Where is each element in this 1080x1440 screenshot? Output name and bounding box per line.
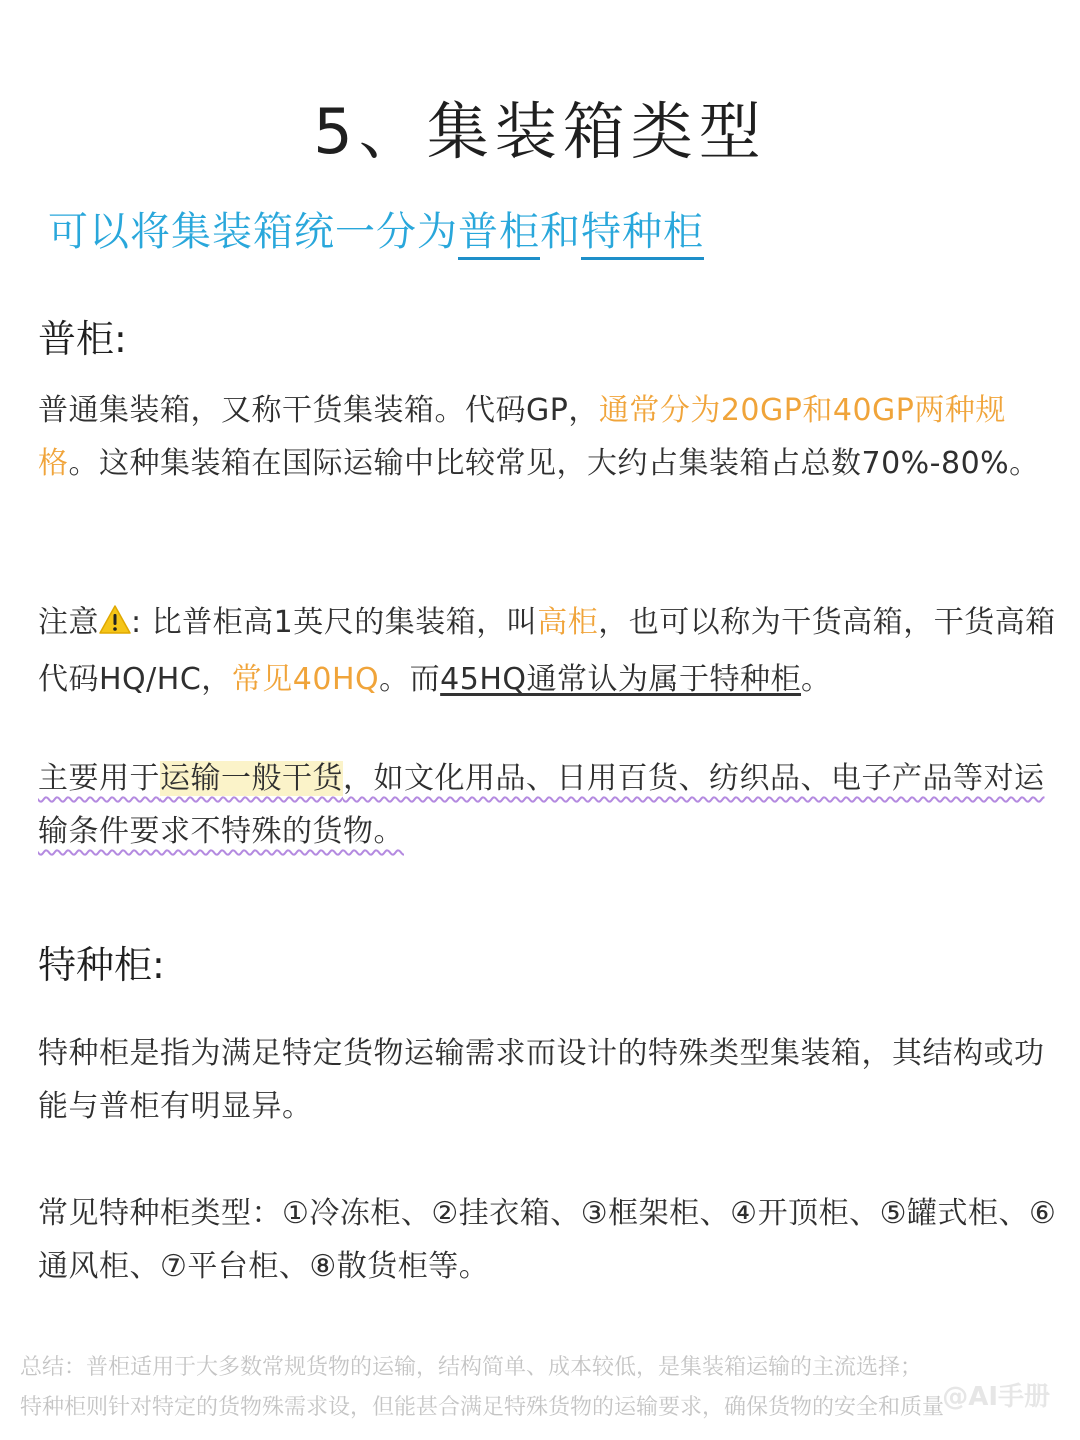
subtitle-mid: 和: [540, 209, 581, 255]
summary: [20, 1348, 1070, 1428]
note-highlight-tall: 高柜: [537, 605, 599, 640]
note-text-d: 。而: [379, 662, 441, 697]
note-underlined: 45HQ通常认为属于特种柜: [440, 662, 802, 697]
special-paragraph-1: 特种柜是指为满足特定货物运输需求而设计的特殊类型集装箱，其结构或功能与普柜有明显异。: [38, 1036, 1045, 1124]
warning-icon: [99, 600, 131, 653]
usage-highlight: 运输一般干货: [160, 761, 343, 796]
subtitle-term-regular: 普柜: [458, 209, 540, 260]
regular-paragraph-note: [38, 596, 1058, 706]
section-heading-regular: 普柜:: [38, 317, 127, 361]
note-text-e: 。: [801, 662, 832, 697]
regular-paragraph-usage: [38, 752, 1058, 858]
subtitle-term-special: 特种柜: [581, 209, 704, 260]
summary-line-1: 总结：普柜适用于大多数常规货物的运输，结构简单、成本较低，是集装箱运输的主流选择；: [20, 1355, 923, 1380]
regular-paragraph-1: [38, 384, 1058, 490]
note-highlight-40hq: 常见40HQ: [231, 662, 380, 697]
watermark: @AI手册: [942, 1382, 1050, 1412]
p1-text-a: 普通集装箱，又称干货集装箱。代码GP，: [38, 393, 599, 428]
subtitle-prefix: 可以将集装箱统一分为: [48, 209, 458, 255]
summary-line-2: 特种柜则针对特定的货物殊需求设，但能甚合满足特殊货物的运输要求，确保货物的安全和质量: [20, 1395, 945, 1420]
p1-highlight: 通常分为20GP和40GP两种规格: [38, 393, 1006, 481]
note-text-b: : 比普柜高1英尺的集装箱，叫: [131, 605, 538, 640]
usage-text-b: ，如文化用品、日用百货、纺织品、电子产品等对运输条件要求不特殊的货物。: [38, 761, 1045, 849]
note-label: 注意: [38, 605, 99, 640]
page-title: 5、集装箱类型: [313, 95, 767, 168]
usage-text-a: 主要用于: [38, 761, 160, 796]
p1-text-b: 。这种集装箱在国际运输中比较常见，大约占集装箱占总数70%-80%。: [68, 446, 1040, 481]
note-text-c: ，也可以称为干货高箱，干货高箱代码HQ/HC，: [38, 605, 1056, 697]
special-paragraph-types: 常见特种柜类型：①冷冻柜、②挂衣箱、③框架柜、④开顶柜、⑤罐式柜、⑥通风柜、⑦平台柜、⑧散货柜等。: [38, 1196, 1057, 1284]
section-heading-special: 特种柜:: [38, 943, 165, 987]
subtitle: [48, 200, 704, 257]
